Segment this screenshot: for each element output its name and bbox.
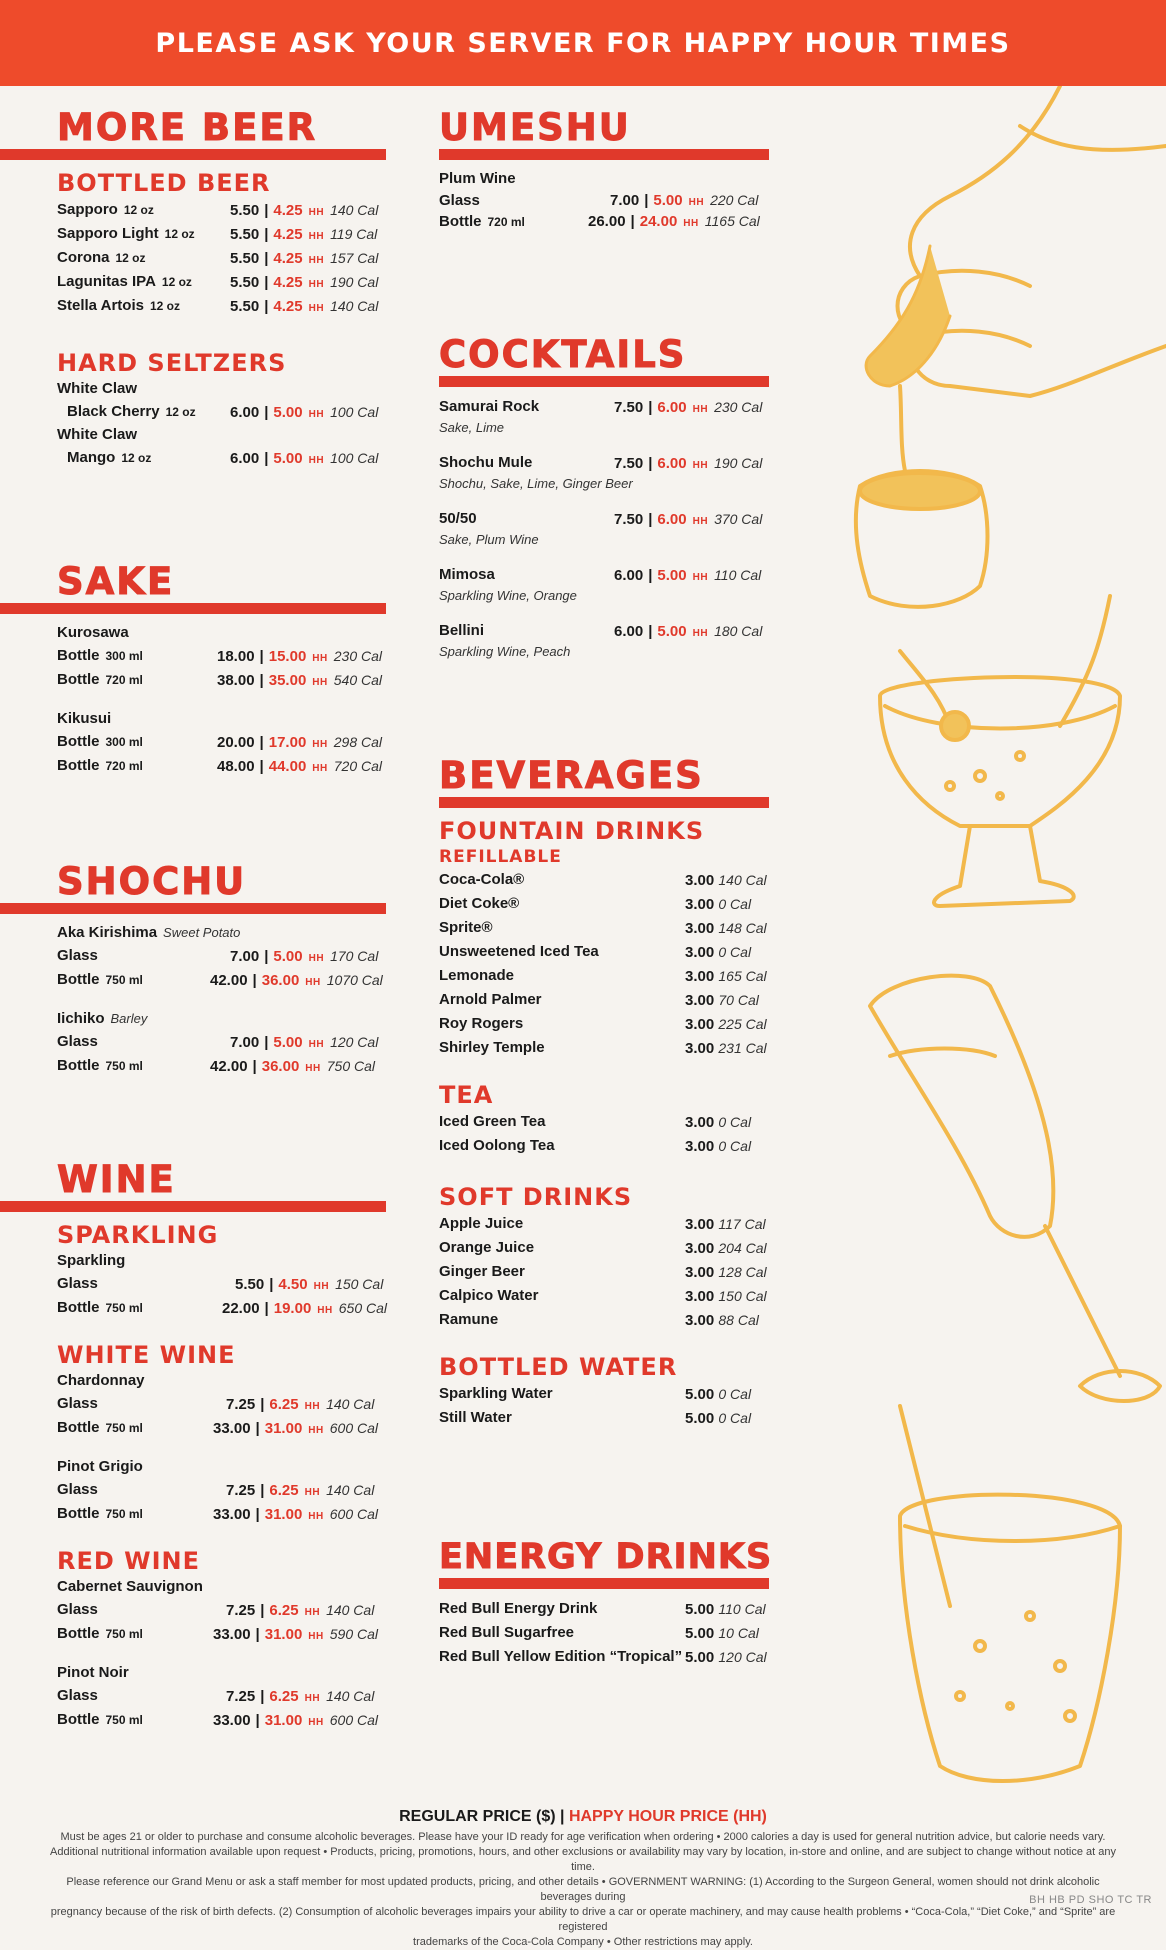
beverage-item: Red Bull Energy Drink 5.00 110 Cal bbox=[439, 1600, 766, 1618]
item-group-name: Plum Wine bbox=[439, 170, 516, 187]
menu-item: Sapporo Light 12 oz 5.50 | 4.25 HH 119 Cal bbox=[57, 225, 378, 243]
menu-item: Bottle 720 ml 38.00 | 35.00 HH 540 Cal bbox=[57, 671, 383, 689]
section-title: UMESHU bbox=[439, 106, 631, 149]
menu-item: Mango 12 oz 6.00 | 5.00 HH 100 Cal bbox=[67, 449, 379, 467]
menu-item: Glass 7.25 | 6.25 HH 140 Cal bbox=[57, 1601, 375, 1619]
beverage-item: Coca-Cola® 3.00 140 Cal bbox=[439, 871, 767, 889]
cocktails-section bbox=[439, 334, 769, 675]
champagne-flute-icon bbox=[870, 976, 1160, 1401]
beverage-item: Red Bull Sugarfree 5.00 10 Cal bbox=[439, 1624, 759, 1642]
beverage-item: Apple Juice 3.00 117 Cal bbox=[439, 1215, 766, 1233]
beverage-item: Iced Oolong Tea 3.00 0 Cal bbox=[439, 1137, 752, 1155]
menu-item: Glass 7.25 | 6.25 HH 140 Cal bbox=[57, 1481, 375, 1499]
energy-drinks-section bbox=[439, 1536, 773, 1669]
subsection-title: SOFT DRINKS bbox=[439, 1183, 633, 1211]
cocktail-item: 50/50 7.50 | 6.00 HH 370 Cal bbox=[439, 510, 763, 528]
beverage-item: Calpico Water 3.00 150 Cal bbox=[439, 1287, 767, 1305]
item-group-name: Cabernet Sauvignon bbox=[57, 1578, 203, 1595]
item-group-name: Aka Kirishima Sweet Potato bbox=[57, 924, 241, 941]
beverage-item: Still Water 5.00 0 Cal bbox=[439, 1409, 752, 1427]
section-title: SHOCHU bbox=[57, 860, 247, 903]
item-group-name: Kikusui bbox=[57, 710, 112, 727]
happy-hour-banner: PLEASE ASK YOUR SERVER FOR HAPPY HOUR TIMES bbox=[0, 0, 1166, 86]
menu-item: Bottle 750 ml 22.00 | 19.00 HH 650 Cal bbox=[57, 1299, 388, 1317]
item-group-name: Sparkling bbox=[57, 1252, 126, 1269]
menu-item: Bottle 750 ml 33.00 | 31.00 HH 600 Cal bbox=[57, 1419, 379, 1437]
drink-illustrations bbox=[830, 86, 1166, 1806]
section-title: ENERGY DRINKS bbox=[439, 1537, 773, 1577]
menu-item: Bottle 300 ml 18.00 | 15.00 HH 230 Cal bbox=[57, 647, 383, 665]
beverage-item: Ginger Beer 3.00 128 Cal bbox=[439, 1263, 767, 1281]
beverage-item: Red Bull Yellow Edition “Tropical” 5.00 120 Cal bbox=[439, 1648, 767, 1666]
item-group-name: Chardonnay bbox=[57, 1372, 145, 1389]
cocktail-description: Sake, Plum Wine bbox=[439, 532, 539, 547]
section-title: WINE bbox=[57, 1158, 176, 1201]
section-rule bbox=[0, 603, 386, 614]
cocktail-description: Sparkling Wine, Peach bbox=[439, 644, 571, 659]
section-rule bbox=[439, 376, 769, 387]
subsection-title: BOTTLED WATER bbox=[439, 1353, 678, 1381]
section-title: MORE BEER bbox=[57, 106, 318, 149]
beverages-section bbox=[439, 755, 769, 1430]
cocktail-glass-icon bbox=[880, 596, 1120, 906]
cocktail-description: Sparkling Wine, Orange bbox=[439, 588, 577, 603]
subsection-title: SPARKLING bbox=[57, 1221, 219, 1249]
subsection-title: HARD SELTZERS bbox=[57, 349, 287, 377]
item-group-name: Iichiko Barley bbox=[57, 1010, 148, 1027]
cocktail-item: Samurai Rock 7.50 | 6.00 HH 230 Cal bbox=[439, 398, 763, 416]
item-brand: White Claw bbox=[57, 426, 138, 443]
menu-item: Sapporo 12 oz 5.50 | 4.25 HH 140 Cal bbox=[57, 201, 379, 219]
subsection-title: RED WINE bbox=[57, 1547, 201, 1575]
beverage-item: Shirley Temple 3.00 231 Cal bbox=[439, 1039, 767, 1057]
refillable-label: REFILLABLE bbox=[439, 847, 562, 867]
item-group-name: Kurosawa bbox=[57, 624, 129, 641]
section-rule bbox=[439, 149, 769, 160]
cocktail-item: Shochu Mule 7.50 | 6.00 HH 190 Cal bbox=[439, 454, 763, 472]
section-rule bbox=[0, 1201, 386, 1212]
menu-item: Bottle 750 ml 33.00 | 31.00 HH 590 Cal bbox=[57, 1625, 379, 1643]
menu-item: Bottle 750 ml 42.00 | 36.00 HH 1070 Cal bbox=[57, 971, 383, 989]
menu-item: Glass 7.00 | 5.00 HH 220 Cal bbox=[439, 192, 759, 209]
sake-section bbox=[0, 561, 386, 778]
menu-item: Bottle 720 ml 26.00 | 24.00 HH 1165 Cal bbox=[439, 213, 760, 230]
beverage-item: Orange Juice 3.00 204 Cal bbox=[439, 1239, 767, 1257]
subsection-title: TEA bbox=[439, 1081, 494, 1109]
menu-item: Bottle 720 ml 48.00 | 44.00 HH 720 Cal bbox=[57, 757, 383, 775]
section-title: SAKE bbox=[57, 560, 175, 603]
menu-item: Bottle 750 ml 33.00 | 31.00 HH 600 Cal bbox=[57, 1711, 379, 1729]
section-rule bbox=[0, 903, 386, 914]
subsection-title: FOUNTAIN DRINKS bbox=[439, 817, 705, 845]
section-rule bbox=[0, 149, 386, 160]
more-beer-section bbox=[0, 107, 386, 470]
menu-item: Glass 7.00 | 5.00 HH 170 Cal bbox=[57, 947, 379, 965]
subsection-title: BOTTLED BEER bbox=[57, 169, 271, 197]
menu-item: Stella Artois 12 oz 5.50 | 4.25 HH 140 Cal bbox=[57, 297, 379, 315]
section-rule bbox=[439, 1578, 769, 1589]
cocktail-description: Shochu, Sake, Lime, Ginger Beer bbox=[439, 476, 633, 491]
menu-item: Glass 7.25 | 6.25 HH 140 Cal bbox=[57, 1395, 375, 1413]
beverage-item: Lemonade 3.00 165 Cal bbox=[439, 967, 767, 985]
item-group-name: Pinot Grigio bbox=[57, 1458, 143, 1475]
menu-item: Corona 12 oz 5.50 | 4.25 HH 157 Cal bbox=[57, 249, 379, 267]
menu-item: Lagunitas IPA 12 oz 5.50 | 4.25 HH 190 Cal bbox=[57, 273, 379, 291]
footer bbox=[50, 1806, 1116, 1950]
menu-item: Bottle 750 ml 42.00 | 36.00 HH 750 Cal bbox=[57, 1057, 376, 1075]
beverage-item: Ramune 3.00 88 Cal bbox=[439, 1311, 759, 1329]
price-legend: REGULAR PRICE ($) | HAPPY HOUR PRICE (HH) bbox=[399, 1808, 767, 1825]
location-codes: BH HB PD SHO TC TR bbox=[1029, 1894, 1152, 1906]
menu-item: Bottle 750 ml 33.00 | 31.00 HH 600 Cal bbox=[57, 1505, 379, 1523]
beverage-item: Unsweetened Iced Tea 3.00 0 Cal bbox=[439, 943, 752, 961]
cocktail-description: Sake, Lime bbox=[439, 420, 505, 435]
cocktail-item: Mimosa 6.00 | 5.00 HH 110 Cal bbox=[439, 566, 762, 584]
shochu-section bbox=[0, 861, 386, 1078]
hand-pouring-sake-icon bbox=[856, 86, 1166, 607]
menu-item: Glass 7.25 | 6.25 HH 140 Cal bbox=[57, 1687, 375, 1705]
cocktail-item: Bellini 6.00 | 5.00 HH 180 Cal bbox=[439, 622, 763, 640]
menu-item: Black Cherry 12 oz 6.00 | 5.00 HH 100 Cal bbox=[67, 403, 379, 421]
section-title: BEVERAGES bbox=[439, 754, 704, 797]
beverage-item: Iced Green Tea 3.00 0 Cal bbox=[439, 1113, 752, 1131]
menu-item: Glass 7.00 | 5.00 HH 120 Cal bbox=[57, 1033, 379, 1051]
menu-item: Bottle 300 ml 20.00 | 17.00 HH 298 Cal bbox=[57, 733, 383, 751]
fine-print: Must be ages 21 or older to purchase and consume alcoholic beverages. Please have your ID ready for age verification when ordering • 2000 calories a day is used for general nutrition advice, but calorie needs vary. Additional nutritional information available upon request • Products, pricing, promotions, hours, and other exclusions or availability may vary by location, in-store and online, and are subject to change without notice at any time. Please reference our Grand Menu or ask a staff member for most updated products, pricing, and other details • GOVERNMENT WARNING: (1) According to the Surgeon General, women should not drink alcoholic beverages during pregnancy because of the risk of birth defects. (2) Consumption of alcoholic beverages impairs your ability to drive a car or operate machinery, and may cause health problems • “Coca-Cola,” “Diet Coke,” and “Sprite” are registered trademarks of the Coca-Cola Company • Other restrictions may apply. bbox=[50, 1831, 1116, 1948]
section-rule bbox=[439, 797, 769, 808]
beverage-item: Roy Rogers 3.00 225 Cal bbox=[439, 1015, 767, 1033]
bottled-beer-list bbox=[57, 198, 386, 318]
beverage-item: Diet Coke® 3.00 0 Cal bbox=[439, 895, 752, 913]
beverage-item: Arnold Palmer 3.00 70 Cal bbox=[439, 991, 759, 1009]
umeshu-section bbox=[439, 107, 769, 232]
wine-section bbox=[0, 1159, 386, 1732]
item-group-name: Pinot Noir bbox=[57, 1664, 129, 1681]
menu-item: Glass 5.50 | 4.50 HH 150 Cal bbox=[57, 1275, 384, 1293]
beverage-item: Sparkling Water 5.00 0 Cal bbox=[439, 1385, 752, 1403]
beverage-item: Sprite® 3.00 148 Cal bbox=[439, 919, 767, 937]
subsection-title: WHITE WINE bbox=[57, 1341, 236, 1369]
section-title: COCKTAILS bbox=[439, 333, 687, 376]
item-brand: White Claw bbox=[57, 380, 138, 397]
tumbler-with-straw-icon bbox=[900, 1406, 1120, 1781]
